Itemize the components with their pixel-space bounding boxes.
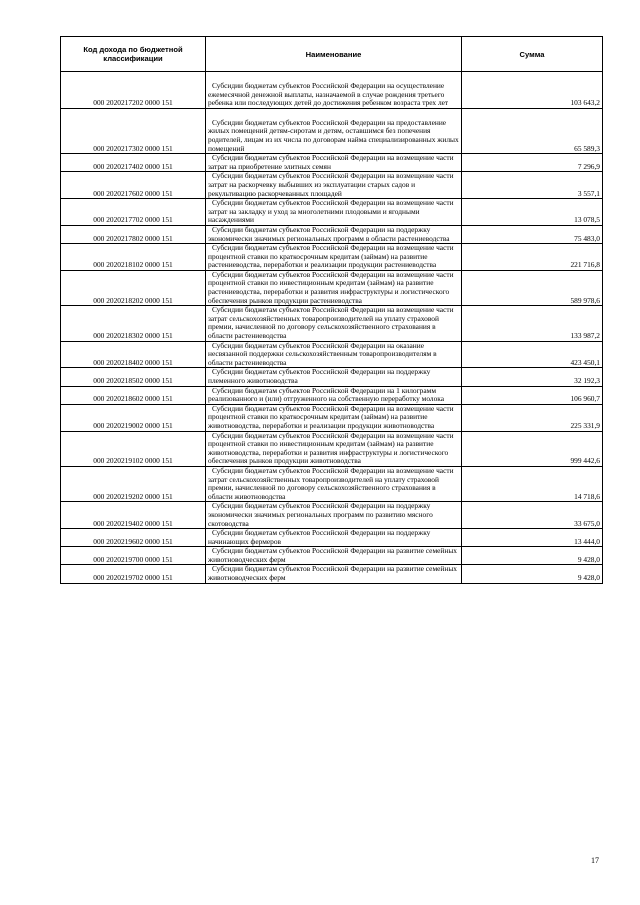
revenue-name-text: Субсидии бюджетам субъектов Российской Федерации на поддержку экономически значимых региональных программ по развитию мясного скотоводства — [208, 501, 433, 528]
table-row — [61, 108, 603, 153]
header-code: Код дохода по бюджетной классификации — [61, 37, 206, 72]
revenue-name-text: Субсидии бюджетам субъектов Российской Федерации на возмещение части процентной ставки по инвестиционным кредитам (займам) на развитие растениеводства, переработки и развития инфраструктуры и логистического обеспечения рынков продукции растениеводства — [208, 269, 454, 305]
revenue-sum: 999 442,6 — [462, 431, 603, 466]
revenue-code: 000 2020219700 0000 151 — [61, 547, 206, 565]
revenue-sum: 75 483,0 — [462, 225, 603, 243]
revenue-name — [206, 565, 462, 583]
table-row — [61, 502, 603, 529]
revenue-sum: 103 643,2 — [462, 72, 603, 109]
table-row — [61, 529, 603, 547]
revenue-name-text: Субсидии бюджетам субъектов Российской Федерации на предоставление жилых помещений детям-сиротам и детям, оставшимся без попечения родителей, лицам из их числа по договорам найма специализированных жилых помещений — [208, 117, 459, 153]
revenue-sum: 423 450,1 — [462, 341, 603, 368]
revenue-name-text: Субсидии бюджетам субъектов Российской Федерации на возмещение части процентной ставки по краткосрочным кредитам (займам) на развитие растениеводства, переработки и реализации продукции растениеводства — [208, 243, 454, 270]
table-row — [61, 306, 603, 341]
revenue-code: 000 2020219702 0000 151 — [61, 565, 206, 583]
revenue-name — [206, 72, 462, 109]
revenue-name — [206, 404, 462, 431]
revenue-name — [206, 244, 462, 271]
revenue-name — [206, 368, 462, 386]
header-name: Наименование — [206, 37, 462, 72]
revenue-code: 000 2020217602 0000 151 — [61, 172, 206, 199]
revenue-name-text: Субсидии бюджетам субъектов Российской Федерации на возмещение части затрат на закладку и уход за многолетними плодовыми и ягодными насаждениями — [208, 198, 454, 225]
table-row — [61, 341, 603, 368]
revenue-sum: 9 428,0 — [462, 547, 603, 565]
revenue-sum: 133 987,2 — [462, 306, 603, 341]
table-row — [61, 270, 603, 305]
revenue-name — [206, 225, 462, 243]
revenue-sum: 13 444,0 — [462, 529, 603, 547]
revenue-code: 000 2020219102 0000 151 — [61, 431, 206, 466]
revenue-name-text: Субсидии бюджетам субъектов Российской Федерации на поддержку племенного животноводства — [208, 367, 431, 385]
revenue-name — [206, 306, 462, 341]
table-row — [61, 244, 603, 271]
revenue-name-text: Субсидии бюджетам субъектов Российской Федерации на оказание несвязанной поддержки сельскохозяйственным товаропроизводителям в области растениеводства — [208, 340, 437, 367]
revenue-sum: 221 716,8 — [462, 244, 603, 271]
table-row — [61, 404, 603, 431]
table-row — [61, 386, 603, 404]
revenue-name-text: Субсидии бюджетам субъектов Российской Федерации на поддержку начинающих фермеров — [208, 528, 431, 546]
revenue-code: 000 2020219602 0000 151 — [61, 529, 206, 547]
revenue-name — [206, 341, 462, 368]
revenue-name-text: Субсидии бюджетам субъектов Российской Федерации на развитие семейных животноводческих ферм — [208, 546, 457, 564]
revenue-name-text: Субсидии бюджетам субъектов Российской Федерации на осуществление ежемесячной денежной выплаты, назначаемой в случае рождения третьего ребенка или последующих детей до достижения ребенком возраста трех лет — [208, 81, 449, 108]
revenue-code: 000 2020218402 0000 151 — [61, 341, 206, 368]
revenue-name-text: Субсидии бюджетам субъектов Российской Федерации на развитие семейных животноводческих ферм — [208, 564, 457, 583]
revenue-name — [206, 466, 462, 501]
table-row — [61, 565, 603, 583]
revenue-name — [206, 199, 462, 226]
revenue-code: 000 2020219202 0000 151 — [61, 466, 206, 501]
revenue-code: 000 2020217402 0000 151 — [61, 154, 206, 172]
table-body — [61, 72, 603, 584]
revenue-code: 000 2020217202 0000 151 — [61, 72, 206, 109]
table-row — [61, 225, 603, 243]
revenue-sum: 32 192,3 — [462, 368, 603, 386]
revenue-sum: 589 978,6 — [462, 270, 603, 305]
revenue-name — [206, 529, 462, 547]
revenue-code: 000 2020218302 0000 151 — [61, 306, 206, 341]
header-sum: Сумма — [462, 37, 603, 72]
revenue-code: 000 2020218102 0000 151 — [61, 244, 206, 271]
revenue-code: 000 2020217302 0000 151 — [61, 108, 206, 153]
revenue-name-text: Субсидии бюджетам субъектов Российской Федерации на 1 килограмм реализованного и (или) отгруженного на собственную переработку молока — [208, 385, 445, 404]
revenue-code: 000 2020217702 0000 151 — [61, 199, 206, 226]
revenue-sum: 14 718,6 — [462, 466, 603, 501]
revenue-sum: 225 331,9 — [462, 404, 603, 431]
table-row — [61, 547, 603, 565]
table-row — [61, 466, 603, 501]
revenue-name — [206, 431, 462, 466]
revenue-code: 000 2020218202 0000 151 — [61, 270, 206, 305]
revenue-name-text: Субсидии бюджетам субъектов Российской Федерации на возмещение части затрат на раскорчевку выбывших из эксплуатации старых садов и рекультивацию раскорчеванных площадей — [208, 171, 454, 198]
revenue-name — [206, 386, 462, 404]
revenue-name — [206, 270, 462, 305]
revenue-code: 000 2020218602 0000 151 — [61, 386, 206, 404]
revenue-code: 000 2020219002 0000 151 — [61, 404, 206, 431]
table-row — [61, 72, 603, 109]
table-row — [61, 199, 603, 226]
revenue-code: 000 2020219402 0000 151 — [61, 502, 206, 529]
revenue-sum: 7 296,9 — [462, 154, 603, 172]
budget-revenue-table — [60, 36, 603, 584]
table-row — [61, 154, 603, 172]
table-header-row — [61, 37, 603, 72]
table-row — [61, 172, 603, 199]
revenue-name — [206, 108, 462, 153]
revenue-name-text: Субсидии бюджетам субъектов Российской Федерации на возмещение части процентной ставки по краткосрочным кредитам (займам) на развитие животноводства, переработки и реализации продукции животноводства — [208, 403, 454, 430]
revenue-sum: 9 428,0 — [462, 565, 603, 583]
revenue-code: 000 2020218502 0000 151 — [61, 368, 206, 386]
revenue-name-text: Субсидии бюджетам субъектов Российской Федерации на возмещение части затрат на приобретение элитных семян — [208, 153, 454, 171]
revenue-name-text: Субсидии бюджетам субъектов Российской Федерации на возмещение части затрат сельскохозяйственных товаропроизводителей на уплату страховой премии, начисленной по договору сельскохозяйственного страхования в области растениеводства — [208, 305, 454, 341]
revenue-code: 000 2020217802 0000 151 — [61, 225, 206, 243]
table-row — [61, 368, 603, 386]
revenue-sum: 33 675,0 — [462, 502, 603, 529]
revenue-name — [206, 502, 462, 529]
revenue-name — [206, 154, 462, 172]
revenue-name — [206, 547, 462, 565]
revenue-sum: 65 589,3 — [462, 108, 603, 153]
table-row — [61, 431, 603, 466]
revenue-sum: 106 960,7 — [462, 386, 603, 404]
revenue-name-text: Субсидии бюджетам субъектов Российской Федерации на возмещение части затрат сельскохозяйственных товаропроизводителей на уплату страховой премии, начисленной по договору сельскохозяйственного страхования в области животноводства — [208, 465, 454, 501]
revenue-sum: 3 557,1 — [462, 172, 603, 199]
page-number: 17 — [591, 856, 599, 865]
revenue-sum: 13 078,5 — [462, 199, 603, 226]
revenue-name — [206, 172, 462, 199]
revenue-name-text: Субсидии бюджетам субъектов Российской Федерации на возмещение части процентной ставки по инвестиционным кредитам (займам) на развитие животноводства, переработки и развития инфраструктуры и логистического обеспечения рынков продукции животноводства — [208, 430, 454, 466]
revenue-name-text: Субсидии бюджетам субъектов Российской Федерации на поддержку экономически значимых региональных программ в области растениеводства — [208, 224, 450, 243]
